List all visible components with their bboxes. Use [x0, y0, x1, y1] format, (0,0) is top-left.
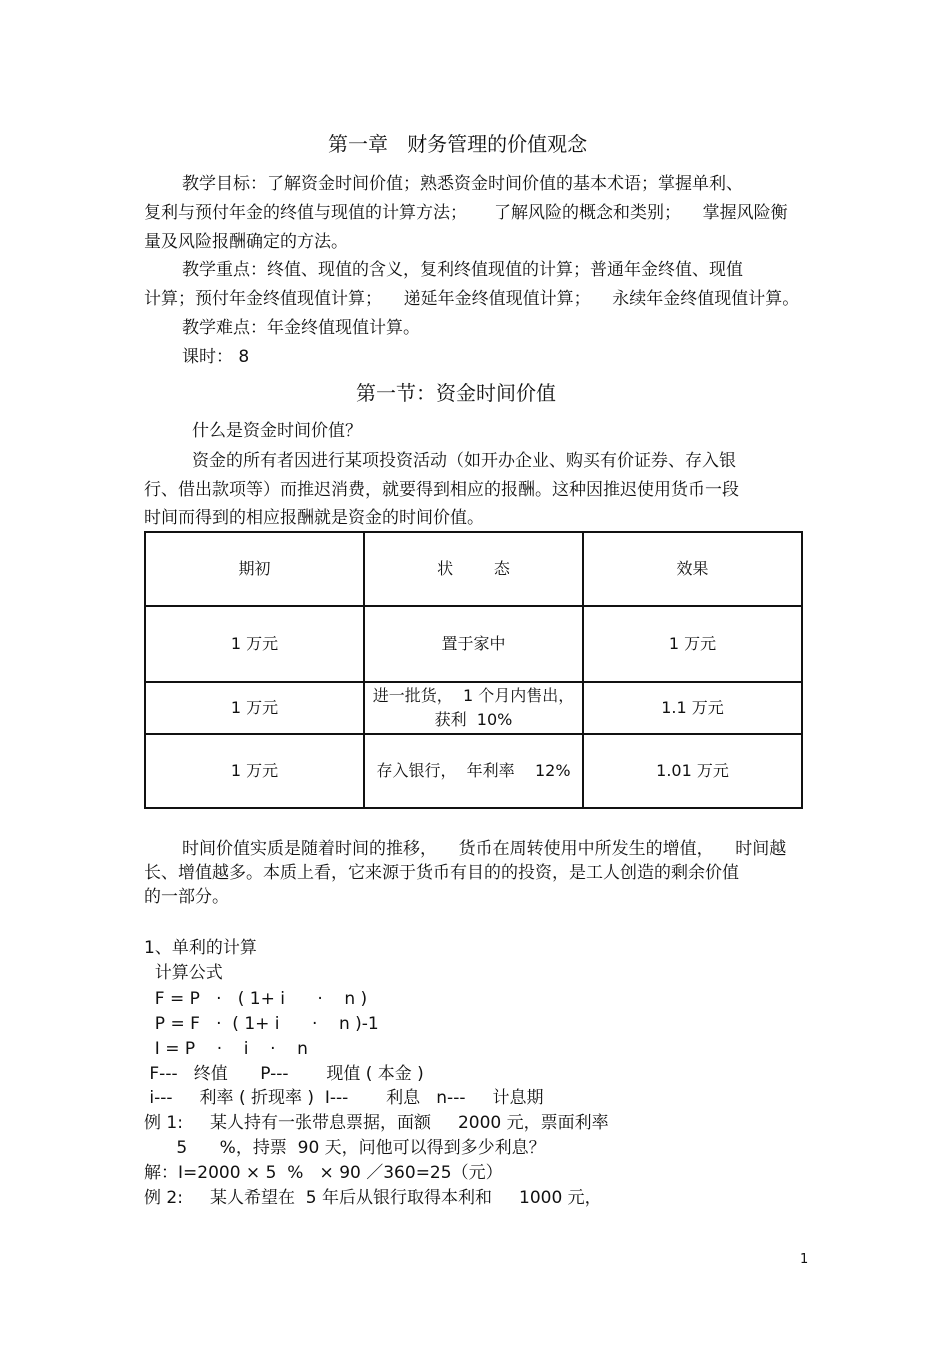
essence-line: 时间价值实质是随着时间的推移， 货币在周转使用中所发生的增值， 时间越: [182, 839, 787, 859]
objective-line: 教学目标：了解资金时间价值；熟悉资金时间价值的基本术语；掌握单利、: [182, 174, 743, 194]
essence-line: 长、增值越多。本质上看，它来源于货币有目的的投资，是工人创造的剩余价值: [144, 863, 739, 883]
table-header-row: [145, 532, 802, 606]
formula-line: F = P · ( 1+ i · n ): [144, 989, 368, 1009]
example-line: 例 2: 某人希望在 5 年后从银行取得本利和 1000 元，: [144, 1188, 602, 1208]
intro-line: 资金的所有者因进行某项投资活动（如开办企业、购买有价证券、存入银: [192, 451, 736, 471]
page-number: 1: [800, 1252, 809, 1267]
question-line: 什么是资金时间价值？: [192, 421, 362, 441]
table-cell: 置于家中: [364, 606, 583, 682]
intro-line: 行、借出款项等）而推迟消费，就要得到相应的报酬。这种因推迟使用货币一段: [144, 480, 739, 500]
chapter-title: 第一章 财务管理的价值观念: [328, 132, 588, 156]
definition-line: i--- 利率 ( 折现率 ) I--- 利息 n--- 计息期: [144, 1088, 544, 1108]
intro-line: 时间而得到的相应报酬就是资金的时间价值。: [144, 508, 484, 528]
key-points-line: 教学重点：终值、现值的含义，复利终值现值的计算；普通年金终值、现值: [182, 260, 743, 280]
difficulty-line: 教学难点：年金终值现值计算。: [182, 318, 420, 338]
table-row: [145, 734, 802, 808]
formula-line: P = F · ( 1+ i · n )-1: [144, 1014, 379, 1034]
simple-interest-line: 计算公式: [144, 963, 223, 983]
objective-line: 量及风险报酬确定的方法。: [144, 232, 348, 252]
objective-line: 复利与预付年金的终值与现值的计算方法； 了解风险的概念和类别； 掌握风险衡: [144, 203, 788, 223]
example-line: 5 %，持票 90 天，问他可以得到多少利息？: [144, 1138, 546, 1158]
table-cell: 1 万元: [145, 734, 364, 808]
formula-line: I = P · i · n: [144, 1039, 308, 1059]
table-header-cell: 状 态: [364, 532, 583, 606]
table-cell: 1 万元: [145, 606, 364, 682]
section-title: 第一节：资金时间价值: [356, 381, 556, 405]
essence-line: 的一部分。: [144, 887, 229, 907]
hours-line: 课时： 8: [182, 347, 250, 367]
definition-line: F--- 终值 P--- 现值 ( 本金 ): [144, 1064, 424, 1084]
key-points-line: 计算；预付年金终值现值计算； 递延年金终值现值计算； 永续年金终值现值计算。: [144, 289, 800, 309]
solution-line: 解：I=2000 × 5 % × 90 ／360=25（元）: [144, 1163, 503, 1183]
table-row: [145, 682, 802, 734]
table-cell: 1 万元: [145, 682, 364, 734]
table-cell: 1.01 万元: [583, 734, 802, 808]
table-header-cell: 效果: [583, 532, 802, 606]
time-value-table: [144, 531, 803, 809]
table-cell: 1.1 万元: [583, 682, 802, 734]
example-line: 例 1: 某人持有一张带息票据，面额 2000 元，票面利率: [144, 1113, 609, 1133]
table-row: [145, 606, 802, 682]
table-cell: 1 万元: [583, 606, 802, 682]
table-cell: 进一批货， 1 个月内售出， 获利 10%: [364, 682, 583, 734]
table-header-cell: 期初: [145, 532, 364, 606]
table-cell: 存入银行， 年利率 12%: [364, 734, 583, 808]
simple-interest-line: 1、单利的计算: [144, 938, 257, 958]
